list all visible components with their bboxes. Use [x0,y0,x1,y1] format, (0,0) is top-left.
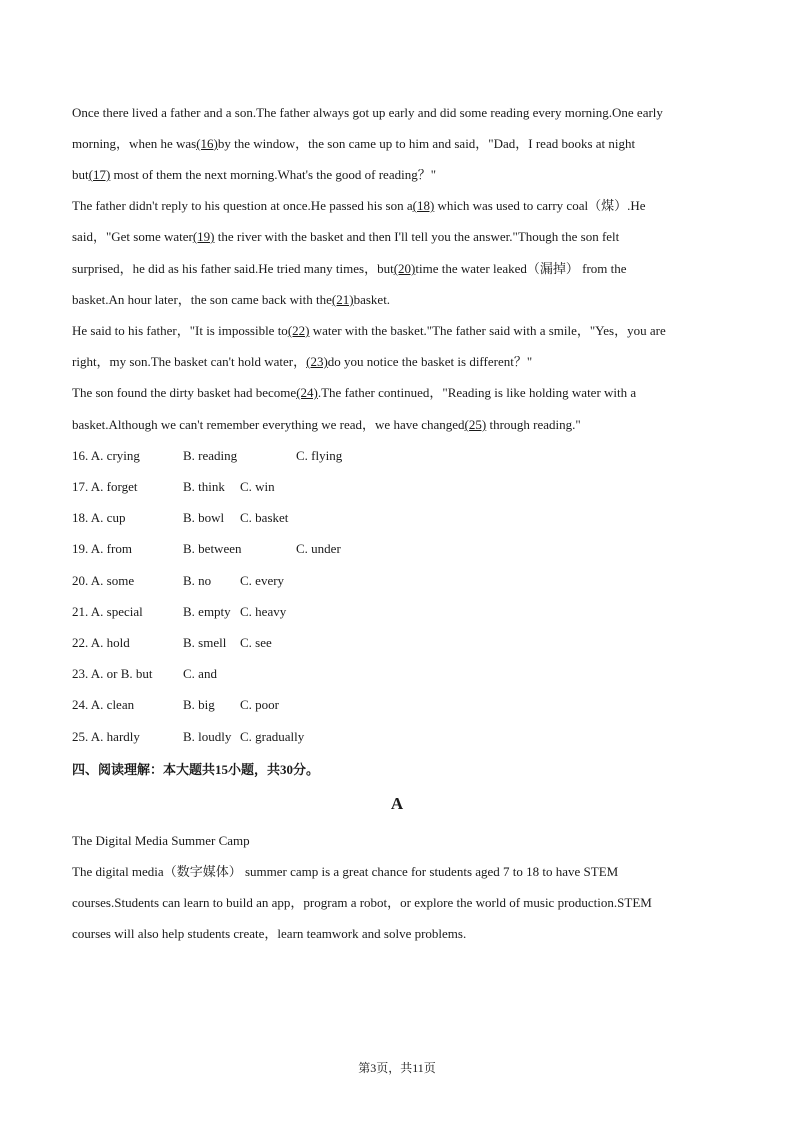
option-a: 18. A. cup [72,510,126,525]
option-b: B. empty [183,604,231,619]
passage-text: through reading." [486,417,581,432]
option-a: 16. A. crying [72,448,140,463]
passage-text: which was used to carry coal（煤）.He [434,198,646,213]
blank-21: (21) [331,292,354,307]
passage-text: basket.Although we can't remember everything we read，we have changed [72,417,465,432]
option-c: C. flying [296,448,343,463]
option-c: C. see [240,635,272,650]
blank-19: (19) [192,229,215,244]
passage-line [72,323,666,339]
passage-text: the river with the basket and then I'll tell you the answer."Though the son felt [214,229,620,244]
reading-paragraph-line: The digital media（数字媒体） summer camp is a great chance for students aged 7 to 18 to have STEM [72,864,619,879]
option-a: 22. A. hold [72,635,130,650]
passage-text: but [72,167,89,182]
option-c: C. every [240,573,285,588]
passage-text: basket.An hour later，the son came back with the [72,292,332,307]
option-a: 23. A. or B. but [72,666,153,681]
option-b: B. bowl [183,510,225,525]
blank-17: (17) [88,167,111,182]
passage-text: He said to his father，"It is impossible to [72,323,288,338]
option-a: 25. A. hardly [72,729,140,744]
blank-22: (22) [287,323,310,338]
blank-24: (24) [296,385,318,400]
page-footer: 第3页，共11页 [358,1061,436,1075]
passage-line [72,261,627,277]
option-c: C. heavy [240,604,287,619]
passage-text: right，my son.The basket can't hold water， [72,354,307,369]
reading-title: The Digital Media Summer Camp [72,833,250,848]
passage-text: by the window，the son came up to him and said，"Dad，I read books at night [217,136,636,151]
passage-text: surprised，he did as his father said.He tried many times，but [72,261,394,276]
passage-line [72,354,532,370]
passage-text: .The father continued，"Reading is like holding water with a [317,385,637,400]
passage-text: morning，when he was [72,136,197,151]
passage-text: time the water leaked（漏掉） from the [415,261,627,276]
blank-16: (16) [196,136,218,151]
option-a: 17. A. forget [72,479,138,494]
option-a: 24. A. clean [72,697,135,712]
blank-18: (18) [412,198,435,213]
blank-25: (25) [464,417,487,432]
passage-text: do you notice the basket is different？" [327,354,533,369]
option-c: C. basket [240,510,289,525]
reading-paragraph-line: courses.Students can learn to build an app，program a robot，or explore the world of music production.STEM [72,895,652,910]
option-b: B. smell [183,635,227,650]
option-c: C. win [240,479,275,494]
section-heading: 四、阅读理解：本大题共15小题，共30分。 [72,762,320,777]
passage-text: water with the basket."The father said with a smile，"Yes，you are [309,323,666,338]
passage-text: The father didn't reply to his question at once.He passed his son a [72,198,413,213]
passage-text: basket. [353,292,391,307]
option-b: B. no [183,573,212,588]
passage-line [72,292,390,308]
passage-line [72,229,619,245]
passage-text: The son found the dirty basket had become [72,385,297,400]
option-a: 20. A. some [72,573,135,588]
option-b: B. big [183,697,215,712]
passage-line [72,385,636,401]
option-a: 19. A. from [72,541,132,556]
option-b: B. loudly [183,729,232,744]
blank-23: (23) [306,354,328,369]
section-letter: A [390,794,404,813]
option-b: C. and [183,666,217,681]
option-c: C. poor [240,697,279,712]
option-c: C. under [296,541,341,556]
passage-line [72,417,581,433]
passage-line [72,105,663,121]
blank-20: (20) [393,261,416,276]
passage-text: Once there lived a father and a son.The father always got up early and did some reading every morning.One early [72,105,663,120]
option-b: B. think [183,479,225,494]
passage-text: said，"Get some water [72,229,193,244]
passage-line [72,198,645,214]
option-c: C. gradually [240,729,305,744]
option-b: B. between [183,541,242,556]
passage-line [72,167,436,183]
passage-text: most of them the next morning.What's the good of reading？" [110,167,437,182]
option-b: B. reading [183,448,238,463]
option-a: 21. A. special [72,604,143,619]
passage-line [72,136,635,152]
reading-paragraph-line: courses will also help students create，learn teamwork and solve problems. [72,926,467,941]
